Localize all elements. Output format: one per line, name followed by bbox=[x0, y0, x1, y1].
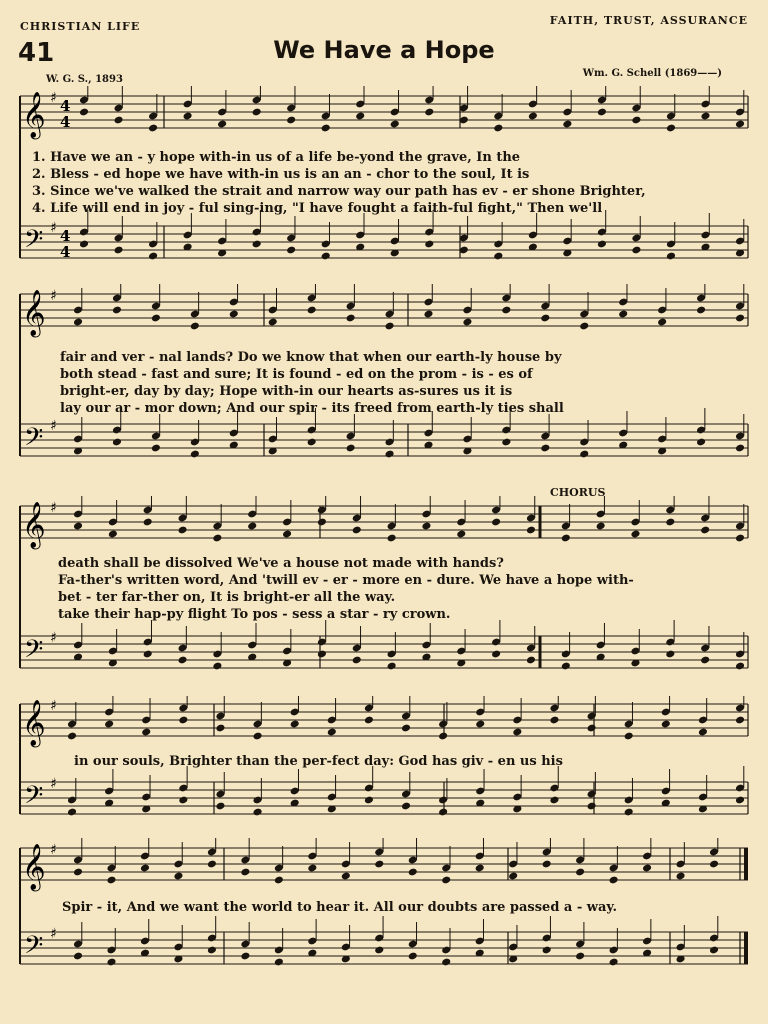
lyric-verse-3: bright-er, day by day; Hope with-in our hearts as-sures us it is bbox=[60, 384, 513, 399]
note-head bbox=[735, 716, 745, 725]
hymn-number: 41 bbox=[18, 38, 55, 68]
note-head bbox=[207, 860, 217, 869]
note-head bbox=[666, 252, 676, 261]
note-head bbox=[698, 728, 708, 737]
note-head bbox=[438, 732, 448, 741]
note-head bbox=[526, 526, 536, 535]
treble-clef-icon: 𝄞 bbox=[22, 290, 46, 336]
note-head bbox=[229, 310, 239, 319]
svg-text:♯: ♯ bbox=[50, 926, 57, 942]
note-head bbox=[493, 252, 503, 261]
note-head bbox=[67, 732, 77, 741]
note-head bbox=[735, 662, 745, 671]
lyric-verse-4: lay our ar - mor down; And our spir - its freed from earth-ly ties shall bbox=[60, 401, 564, 416]
bass-clef-icon: 𝄢 bbox=[24, 931, 44, 966]
section-label-left: CHRISTIAN LIFE bbox=[20, 20, 141, 33]
note-head bbox=[148, 124, 158, 133]
note-head bbox=[140, 864, 150, 873]
note-head bbox=[401, 802, 411, 811]
note-head bbox=[596, 522, 606, 531]
note-head bbox=[526, 656, 536, 665]
svg-text:4: 4 bbox=[60, 227, 71, 245]
note-head bbox=[268, 318, 278, 327]
note-head bbox=[327, 728, 337, 737]
note-head bbox=[79, 240, 89, 249]
note-head bbox=[700, 526, 710, 535]
note-head bbox=[597, 240, 607, 249]
note-head bbox=[408, 952, 418, 961]
note-head bbox=[735, 314, 745, 323]
svg-text:♯: ♯ bbox=[50, 418, 57, 434]
note-head bbox=[709, 946, 719, 955]
note-head bbox=[491, 650, 501, 659]
note-head bbox=[696, 438, 706, 447]
note-head bbox=[579, 450, 589, 459]
note-head bbox=[286, 246, 296, 255]
chorus-label: CHORUS bbox=[550, 486, 606, 499]
note-head bbox=[549, 796, 559, 805]
note-head bbox=[274, 876, 284, 885]
note-head bbox=[542, 946, 552, 955]
words-credit: W. G. S., 1893 bbox=[46, 74, 123, 85]
note-head bbox=[73, 868, 83, 877]
note-head bbox=[73, 318, 83, 327]
note-head bbox=[178, 716, 188, 725]
note-head bbox=[112, 438, 122, 447]
note-head bbox=[549, 716, 559, 725]
note-head bbox=[286, 116, 296, 125]
lyric-verse-4: 4. Life will end in joy - ful sing-ing, "I have fought a faith-ful fight," Then we'll bbox=[32, 201, 603, 216]
note-head bbox=[355, 112, 365, 121]
note-head bbox=[587, 802, 597, 811]
note-head bbox=[597, 108, 607, 117]
note-head bbox=[317, 650, 327, 659]
treble-clef-icon: 𝄞 bbox=[22, 502, 46, 548]
note-head bbox=[642, 864, 652, 873]
svg-text:4: 4 bbox=[60, 113, 71, 131]
note-head bbox=[183, 112, 193, 121]
lyric-chorus: Spir - it, And we want the world to hear it. All our doubts are passed a - way. bbox=[62, 900, 618, 915]
music-credit: Wm. G. Schell (1869——) bbox=[582, 68, 722, 79]
note-head bbox=[630, 530, 640, 539]
note-head bbox=[675, 872, 685, 881]
note-head bbox=[178, 796, 188, 805]
note-head bbox=[104, 720, 114, 729]
note-head bbox=[307, 306, 317, 315]
note-head bbox=[151, 444, 161, 453]
note-head bbox=[177, 526, 187, 535]
note-head bbox=[112, 306, 122, 315]
note-head bbox=[493, 124, 503, 133]
note-head bbox=[151, 314, 161, 323]
note-head bbox=[666, 124, 676, 133]
note-head bbox=[207, 946, 217, 955]
note-head bbox=[665, 518, 675, 527]
bass-clef-icon: 𝄢 bbox=[24, 781, 44, 816]
note-head bbox=[212, 534, 222, 543]
note-head bbox=[696, 306, 706, 315]
note-head bbox=[587, 724, 597, 733]
note-head bbox=[321, 124, 331, 133]
note-head bbox=[661, 720, 671, 729]
note-head bbox=[173, 872, 183, 881]
note-head bbox=[735, 534, 745, 543]
note-head bbox=[441, 958, 451, 967]
note-head bbox=[512, 728, 522, 737]
note-head bbox=[290, 720, 300, 729]
note-head bbox=[106, 876, 116, 885]
note-head bbox=[657, 318, 667, 327]
lyric-verse-2: Fa-ther's written word, And 'twill ev - er - more en - dure. We have a hope with- bbox=[58, 573, 634, 588]
note-head bbox=[631, 246, 641, 255]
note-head bbox=[401, 724, 411, 733]
note-head bbox=[374, 946, 384, 955]
music-system-3 bbox=[14, 496, 754, 682]
note-head bbox=[508, 872, 518, 881]
note-head bbox=[307, 864, 317, 873]
note-head bbox=[240, 952, 250, 961]
svg-text:♯: ♯ bbox=[50, 630, 57, 646]
note-head bbox=[143, 650, 153, 659]
svg-text:4: 4 bbox=[60, 97, 71, 115]
note-head bbox=[542, 860, 552, 869]
bass-staff bbox=[20, 226, 748, 258]
bass-clef-icon: 𝄢 bbox=[24, 635, 44, 670]
bass-clef-icon: 𝄢 bbox=[24, 225, 44, 260]
note-head bbox=[240, 868, 250, 877]
bass-clef-icon: 𝄢 bbox=[24, 423, 44, 458]
note-head bbox=[253, 732, 263, 741]
lyric-verse-2: 2. Bless - ed hope we have with-in us is an an - chor to the soul, It is bbox=[32, 167, 530, 182]
note-head bbox=[364, 716, 374, 725]
svg-text:♯: ♯ bbox=[50, 500, 57, 516]
note-head bbox=[113, 116, 123, 125]
note-head bbox=[177, 656, 187, 665]
note-head bbox=[253, 808, 263, 817]
note-head bbox=[475, 720, 485, 729]
note-head bbox=[501, 438, 511, 447]
note-head bbox=[212, 662, 222, 671]
note-head bbox=[387, 534, 397, 543]
note-head bbox=[108, 530, 118, 539]
note-head bbox=[387, 662, 397, 671]
note-head bbox=[441, 876, 451, 885]
lyric-verse-1: fair and ver - nal lands? Do we know that when our earth-ly house by bbox=[60, 350, 562, 365]
note-head bbox=[346, 314, 356, 323]
note-head bbox=[384, 450, 394, 459]
note-head bbox=[423, 310, 433, 319]
note-head bbox=[79, 108, 89, 117]
note-head bbox=[141, 728, 151, 737]
svg-text:♯: ♯ bbox=[50, 220, 57, 236]
note-head bbox=[540, 314, 550, 323]
note-head bbox=[346, 444, 356, 453]
note-head bbox=[700, 656, 710, 665]
note-head bbox=[424, 108, 434, 117]
note-head bbox=[73, 522, 83, 531]
lyric-verse-3: bet - ter far-ther on, It is bright-er all the way. bbox=[58, 590, 396, 605]
note-head bbox=[190, 450, 200, 459]
note-head bbox=[501, 306, 511, 315]
note-head bbox=[384, 322, 394, 331]
note-head bbox=[665, 650, 675, 659]
note-head bbox=[735, 120, 745, 129]
note-head bbox=[374, 860, 384, 869]
treble-staff bbox=[20, 96, 748, 128]
note-head bbox=[408, 868, 418, 877]
lyric-verse-2: both stead - fast and sure; It is found - ed on the prom - is - es of bbox=[60, 367, 533, 382]
note-head bbox=[321, 252, 331, 261]
note-head bbox=[528, 112, 538, 121]
note-head bbox=[217, 120, 227, 129]
note-head bbox=[252, 240, 262, 249]
note-head bbox=[631, 116, 641, 125]
note-head bbox=[462, 318, 472, 327]
lyric-verse-1: death shall be dissolved We've a house not made with hands? bbox=[58, 556, 504, 571]
note-head bbox=[700, 112, 710, 121]
note-head bbox=[438, 808, 448, 817]
note-head bbox=[390, 120, 400, 129]
note-head bbox=[148, 252, 158, 261]
note-head bbox=[341, 872, 351, 881]
note-head bbox=[562, 120, 572, 129]
note-head bbox=[143, 518, 153, 527]
note-head bbox=[609, 958, 619, 967]
note-head bbox=[215, 802, 225, 811]
note-head bbox=[307, 438, 317, 447]
note-head bbox=[491, 518, 501, 527]
note-head bbox=[113, 246, 123, 255]
note-head bbox=[561, 534, 571, 543]
svg-text:♯: ♯ bbox=[50, 776, 57, 792]
note-head bbox=[73, 952, 83, 961]
section-label-right: FAITH, TRUST, ASSURANCE bbox=[549, 14, 748, 27]
note-head bbox=[274, 958, 284, 967]
svg-text:♯: ♯ bbox=[50, 288, 57, 304]
note-head bbox=[735, 444, 745, 453]
note-head bbox=[624, 732, 634, 741]
note-head bbox=[215, 724, 225, 733]
note-head bbox=[352, 656, 362, 665]
note-head bbox=[609, 876, 619, 885]
svg-text:♯: ♯ bbox=[50, 90, 57, 106]
note-head bbox=[456, 530, 466, 539]
note-head bbox=[735, 796, 745, 805]
note-head bbox=[317, 518, 327, 527]
svg-text:4: 4 bbox=[60, 243, 71, 261]
hymn-title: We Have a Hope bbox=[273, 36, 495, 64]
note-head bbox=[624, 808, 634, 817]
note-head bbox=[561, 662, 571, 671]
treble-clef-icon: 𝄞 bbox=[22, 700, 46, 746]
note-head bbox=[67, 808, 77, 817]
note-head bbox=[352, 526, 362, 535]
note-head bbox=[579, 322, 589, 331]
lyric-verse-3: 3. Since we've walked the strait and narrow way our path has ev - er shone Brighter, bbox=[32, 184, 646, 199]
note-head bbox=[709, 860, 719, 869]
note-head bbox=[247, 522, 257, 531]
note-head bbox=[540, 444, 550, 453]
note-head bbox=[252, 108, 262, 117]
lyric-chorus: in our souls, Brighter than the per-fect day: God has giv - en us his bbox=[74, 754, 563, 769]
note-head bbox=[190, 322, 200, 331]
note-head bbox=[575, 952, 585, 961]
note-head bbox=[575, 868, 585, 877]
svg-text:♯: ♯ bbox=[50, 842, 57, 858]
treble-clef-icon: 𝄞 bbox=[22, 844, 46, 890]
note-head bbox=[364, 796, 374, 805]
note-head bbox=[282, 530, 292, 539]
note-head bbox=[475, 864, 485, 873]
lyric-verse-1: 1. Have we an - y hope with-in us of a life be-yond the grave, In the bbox=[32, 150, 521, 165]
lyric-verse-4: take their hap-py flight To pos - sess a star - ry crown. bbox=[58, 607, 451, 622]
note-head bbox=[424, 240, 434, 249]
note-head bbox=[106, 958, 116, 967]
note-head bbox=[421, 522, 431, 531]
note-head bbox=[618, 310, 628, 319]
svg-text:♯: ♯ bbox=[50, 698, 57, 714]
treble-clef-icon: 𝄞 bbox=[22, 92, 46, 138]
